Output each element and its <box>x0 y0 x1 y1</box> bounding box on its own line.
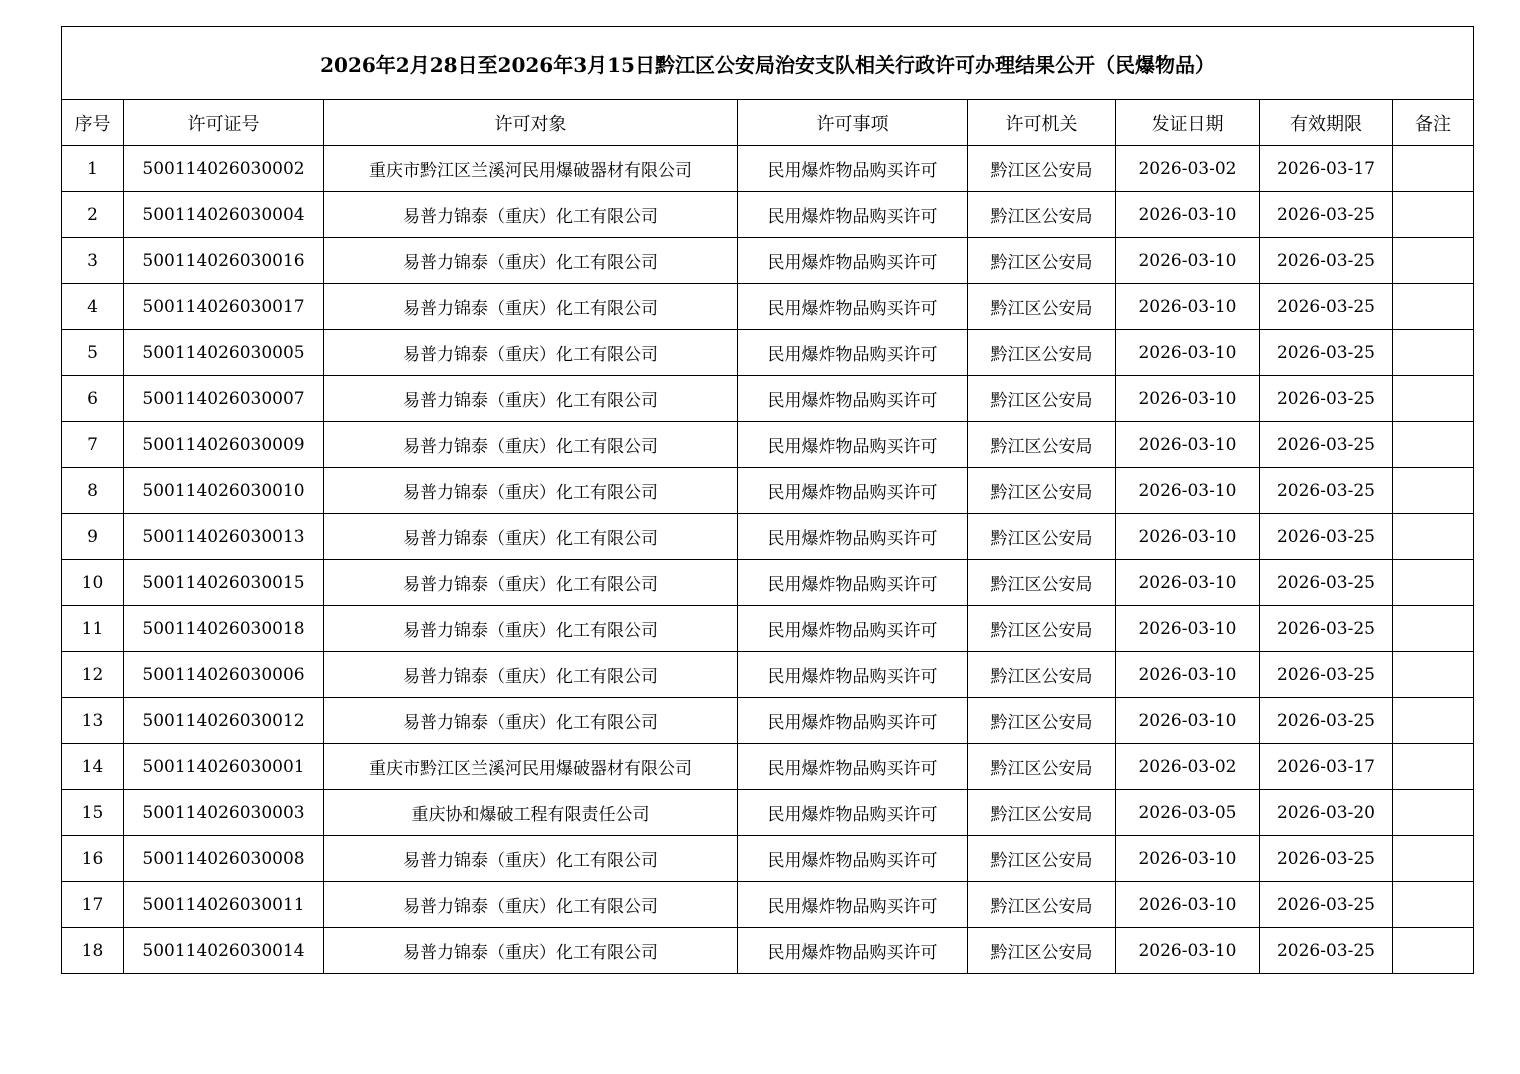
cell-valid-until: 2026-03-25 <box>1260 560 1393 606</box>
cell-remarks <box>1393 882 1474 928</box>
cell-issuing-authority: 黔江区公安局 <box>968 698 1116 744</box>
cell-valid-until: 2026-03-25 <box>1260 698 1393 744</box>
cell-license-item: 民用爆炸物品购买许可 <box>738 238 968 284</box>
cell-issuing-authority: 黔江区公安局 <box>968 376 1116 422</box>
cell-licensee: 易普力锦泰（重庆）化工有限公司 <box>324 606 738 652</box>
cell-issue-date: 2026-03-05 <box>1116 790 1260 836</box>
cell-remarks <box>1393 606 1474 652</box>
table-row <box>62 882 1474 928</box>
header-valid-until: 有效期限 <box>1260 100 1393 146</box>
cell-serial: 11 <box>62 606 124 652</box>
cell-remarks <box>1393 284 1474 330</box>
table-row <box>62 652 1474 698</box>
cell-license-number: 500114026030017 <box>124 284 324 330</box>
cell-license-item: 民用爆炸物品购买许可 <box>738 744 968 790</box>
cell-license-item: 民用爆炸物品购买许可 <box>738 468 968 514</box>
cell-licensee: 易普力锦泰（重庆）化工有限公司 <box>324 560 738 606</box>
cell-valid-until: 2026-03-17 <box>1260 744 1393 790</box>
cell-serial: 16 <box>62 836 124 882</box>
cell-valid-until: 2026-03-25 <box>1260 422 1393 468</box>
cell-license-number: 500114026030004 <box>124 192 324 238</box>
cell-remarks <box>1393 928 1474 974</box>
cell-licensee: 易普力锦泰（重庆）化工有限公司 <box>324 514 738 560</box>
cell-remarks <box>1393 330 1474 376</box>
table-row <box>62 330 1474 376</box>
cell-serial: 18 <box>62 928 124 974</box>
cell-issuing-authority: 黔江区公安局 <box>968 514 1116 560</box>
cell-license-number: 500114026030002 <box>124 146 324 192</box>
cell-issuing-authority: 黔江区公安局 <box>968 836 1116 882</box>
header-license-item: 许可事项 <box>738 100 968 146</box>
cell-serial: 9 <box>62 514 124 560</box>
cell-licensee: 易普力锦泰（重庆）化工有限公司 <box>324 376 738 422</box>
cell-license-number: 500114026030008 <box>124 836 324 882</box>
cell-serial: 12 <box>62 652 124 698</box>
cell-licensee: 易普力锦泰（重庆）化工有限公司 <box>324 698 738 744</box>
cell-issuing-authority: 黔江区公安局 <box>968 652 1116 698</box>
table-row <box>62 284 1474 330</box>
cell-issue-date: 2026-03-02 <box>1116 146 1260 192</box>
cell-licensee: 易普力锦泰（重庆）化工有限公司 <box>324 330 738 376</box>
cell-valid-until: 2026-03-25 <box>1260 376 1393 422</box>
cell-remarks <box>1393 836 1474 882</box>
cell-license-number: 500114026030006 <box>124 652 324 698</box>
table-row <box>62 836 1474 882</box>
cell-license-item: 民用爆炸物品购买许可 <box>738 284 968 330</box>
cell-license-number: 500114026030012 <box>124 698 324 744</box>
cell-valid-until: 2026-03-25 <box>1260 330 1393 376</box>
cell-license-item: 民用爆炸物品购买许可 <box>738 422 968 468</box>
header-row <box>62 100 1474 146</box>
cell-license-item: 民用爆炸物品购买许可 <box>738 882 968 928</box>
cell-issuing-authority: 黔江区公安局 <box>968 284 1116 330</box>
cell-issue-date: 2026-03-10 <box>1116 560 1260 606</box>
cell-serial: 17 <box>62 882 124 928</box>
cell-valid-until: 2026-03-25 <box>1260 836 1393 882</box>
cell-licensee: 易普力锦泰（重庆）化工有限公司 <box>324 238 738 284</box>
header-license-number: 许可证号 <box>124 100 324 146</box>
cell-license-number: 500114026030016 <box>124 238 324 284</box>
table-row <box>62 928 1474 974</box>
cell-license-item: 民用爆炸物品购买许可 <box>738 330 968 376</box>
cell-licensee: 易普力锦泰（重庆）化工有限公司 <box>324 836 738 882</box>
cell-licensee: 重庆市黔江区兰溪河民用爆破器材有限公司 <box>324 744 738 790</box>
cell-issue-date: 2026-03-10 <box>1116 836 1260 882</box>
header-licensee: 许可对象 <box>324 100 738 146</box>
cell-issue-date: 2026-03-10 <box>1116 652 1260 698</box>
cell-issuing-authority: 黔江区公安局 <box>968 882 1116 928</box>
cell-remarks <box>1393 192 1474 238</box>
cell-issue-date: 2026-03-10 <box>1116 376 1260 422</box>
permit-results-table <box>61 26 1474 974</box>
cell-serial: 4 <box>62 284 124 330</box>
cell-license-number: 500114026030009 <box>124 422 324 468</box>
table-row <box>62 560 1474 606</box>
cell-license-number: 500114026030018 <box>124 606 324 652</box>
cell-licensee: 易普力锦泰（重庆）化工有限公司 <box>324 928 738 974</box>
cell-remarks <box>1393 744 1474 790</box>
cell-issuing-authority: 黔江区公安局 <box>968 192 1116 238</box>
cell-issue-date: 2026-03-10 <box>1116 928 1260 974</box>
cell-valid-until: 2026-03-25 <box>1260 606 1393 652</box>
cell-remarks <box>1393 146 1474 192</box>
cell-issuing-authority: 黔江区公安局 <box>968 606 1116 652</box>
cell-issuing-authority: 黔江区公安局 <box>968 928 1116 974</box>
table-row <box>62 744 1474 790</box>
cell-license-item: 民用爆炸物品购买许可 <box>738 606 968 652</box>
table-row <box>62 146 1474 192</box>
cell-serial: 13 <box>62 698 124 744</box>
cell-serial: 14 <box>62 744 124 790</box>
cell-license-number: 500114026030015 <box>124 560 324 606</box>
cell-remarks <box>1393 422 1474 468</box>
cell-issue-date: 2026-03-10 <box>1116 330 1260 376</box>
cell-valid-until: 2026-03-25 <box>1260 882 1393 928</box>
cell-remarks <box>1393 790 1474 836</box>
cell-license-item: 民用爆炸物品购买许可 <box>738 928 968 974</box>
cell-license-number: 500114026030011 <box>124 882 324 928</box>
cell-issue-date: 2026-03-10 <box>1116 192 1260 238</box>
table-row <box>62 606 1474 652</box>
cell-valid-until: 2026-03-25 <box>1260 514 1393 560</box>
table-row <box>62 192 1474 238</box>
cell-issuing-authority: 黔江区公安局 <box>968 468 1116 514</box>
cell-issue-date: 2026-03-10 <box>1116 882 1260 928</box>
cell-license-number: 500114026030005 <box>124 330 324 376</box>
cell-license-item: 民用爆炸物品购买许可 <box>738 192 968 238</box>
cell-license-item: 民用爆炸物品购买许可 <box>738 652 968 698</box>
table-row <box>62 514 1474 560</box>
table-row <box>62 698 1474 744</box>
cell-issue-date: 2026-03-10 <box>1116 468 1260 514</box>
cell-remarks <box>1393 238 1474 284</box>
table-row <box>62 790 1474 836</box>
header-remarks: 备注 <box>1393 100 1474 146</box>
cell-issue-date: 2026-03-02 <box>1116 744 1260 790</box>
cell-remarks <box>1393 560 1474 606</box>
header-issuing-authority: 许可机关 <box>968 100 1116 146</box>
cell-issuing-authority: 黔江区公安局 <box>968 146 1116 192</box>
cell-issue-date: 2026-03-10 <box>1116 422 1260 468</box>
cell-issuing-authority: 黔江区公安局 <box>968 238 1116 284</box>
cell-serial: 8 <box>62 468 124 514</box>
cell-serial: 3 <box>62 238 124 284</box>
cell-valid-until: 2026-03-17 <box>1260 146 1393 192</box>
table-title: 2026年2月28日至2026年3月15日黔江区公安局治安支队相关行政许可办理结果公开（民爆物品） <box>62 27 1474 100</box>
cell-licensee: 易普力锦泰（重庆）化工有限公司 <box>324 284 738 330</box>
cell-licensee: 易普力锦泰（重庆）化工有限公司 <box>324 652 738 698</box>
cell-license-number: 500114026030014 <box>124 928 324 974</box>
cell-remarks <box>1393 514 1474 560</box>
cell-valid-until: 2026-03-20 <box>1260 790 1393 836</box>
cell-serial: 6 <box>62 376 124 422</box>
cell-issuing-authority: 黔江区公安局 <box>968 560 1116 606</box>
cell-serial: 2 <box>62 192 124 238</box>
cell-valid-until: 2026-03-25 <box>1260 652 1393 698</box>
cell-issuing-authority: 黔江区公安局 <box>968 744 1116 790</box>
cell-valid-until: 2026-03-25 <box>1260 238 1393 284</box>
cell-licensee: 重庆市黔江区兰溪河民用爆破器材有限公司 <box>324 146 738 192</box>
cell-license-number: 500114026030013 <box>124 514 324 560</box>
cell-licensee: 易普力锦泰（重庆）化工有限公司 <box>324 422 738 468</box>
table-row <box>62 468 1474 514</box>
cell-license-number: 500114026030010 <box>124 468 324 514</box>
cell-license-item: 民用爆炸物品购买许可 <box>738 376 968 422</box>
cell-issue-date: 2026-03-10 <box>1116 514 1260 560</box>
cell-issue-date: 2026-03-10 <box>1116 606 1260 652</box>
cell-remarks <box>1393 468 1474 514</box>
table-row <box>62 422 1474 468</box>
cell-license-item: 民用爆炸物品购买许可 <box>738 836 968 882</box>
cell-serial: 1 <box>62 146 124 192</box>
cell-license-item: 民用爆炸物品购买许可 <box>738 514 968 560</box>
cell-serial: 7 <box>62 422 124 468</box>
cell-license-number: 500114026030003 <box>124 790 324 836</box>
cell-valid-until: 2026-03-25 <box>1260 284 1393 330</box>
header-serial: 序号 <box>62 100 124 146</box>
cell-issue-date: 2026-03-10 <box>1116 238 1260 284</box>
cell-licensee: 重庆协和爆破工程有限责任公司 <box>324 790 738 836</box>
cell-remarks <box>1393 652 1474 698</box>
cell-license-number: 500114026030007 <box>124 376 324 422</box>
cell-serial: 5 <box>62 330 124 376</box>
cell-valid-until: 2026-03-25 <box>1260 468 1393 514</box>
cell-serial: 15 <box>62 790 124 836</box>
cell-issuing-authority: 黔江区公安局 <box>968 330 1116 376</box>
cell-licensee: 易普力锦泰（重庆）化工有限公司 <box>324 192 738 238</box>
cell-licensee: 易普力锦泰（重庆）化工有限公司 <box>324 468 738 514</box>
cell-issuing-authority: 黔江区公安局 <box>968 422 1116 468</box>
table-row <box>62 376 1474 422</box>
cell-license-item: 民用爆炸物品购买许可 <box>738 698 968 744</box>
cell-remarks <box>1393 376 1474 422</box>
cell-license-item: 民用爆炸物品购买许可 <box>738 790 968 836</box>
cell-license-item: 民用爆炸物品购买许可 <box>738 146 968 192</box>
header-issue-date: 发证日期 <box>1116 100 1260 146</box>
cell-license-number: 500114026030001 <box>124 744 324 790</box>
cell-issuing-authority: 黔江区公安局 <box>968 790 1116 836</box>
cell-license-item: 民用爆炸物品购买许可 <box>738 560 968 606</box>
table-body <box>62 146 1474 974</box>
table-row <box>62 238 1474 284</box>
cell-remarks <box>1393 698 1474 744</box>
cell-licensee: 易普力锦泰（重庆）化工有限公司 <box>324 882 738 928</box>
cell-valid-until: 2026-03-25 <box>1260 928 1393 974</box>
cell-issue-date: 2026-03-10 <box>1116 698 1260 744</box>
cell-issue-date: 2026-03-10 <box>1116 284 1260 330</box>
cell-serial: 10 <box>62 560 124 606</box>
cell-valid-until: 2026-03-25 <box>1260 192 1393 238</box>
